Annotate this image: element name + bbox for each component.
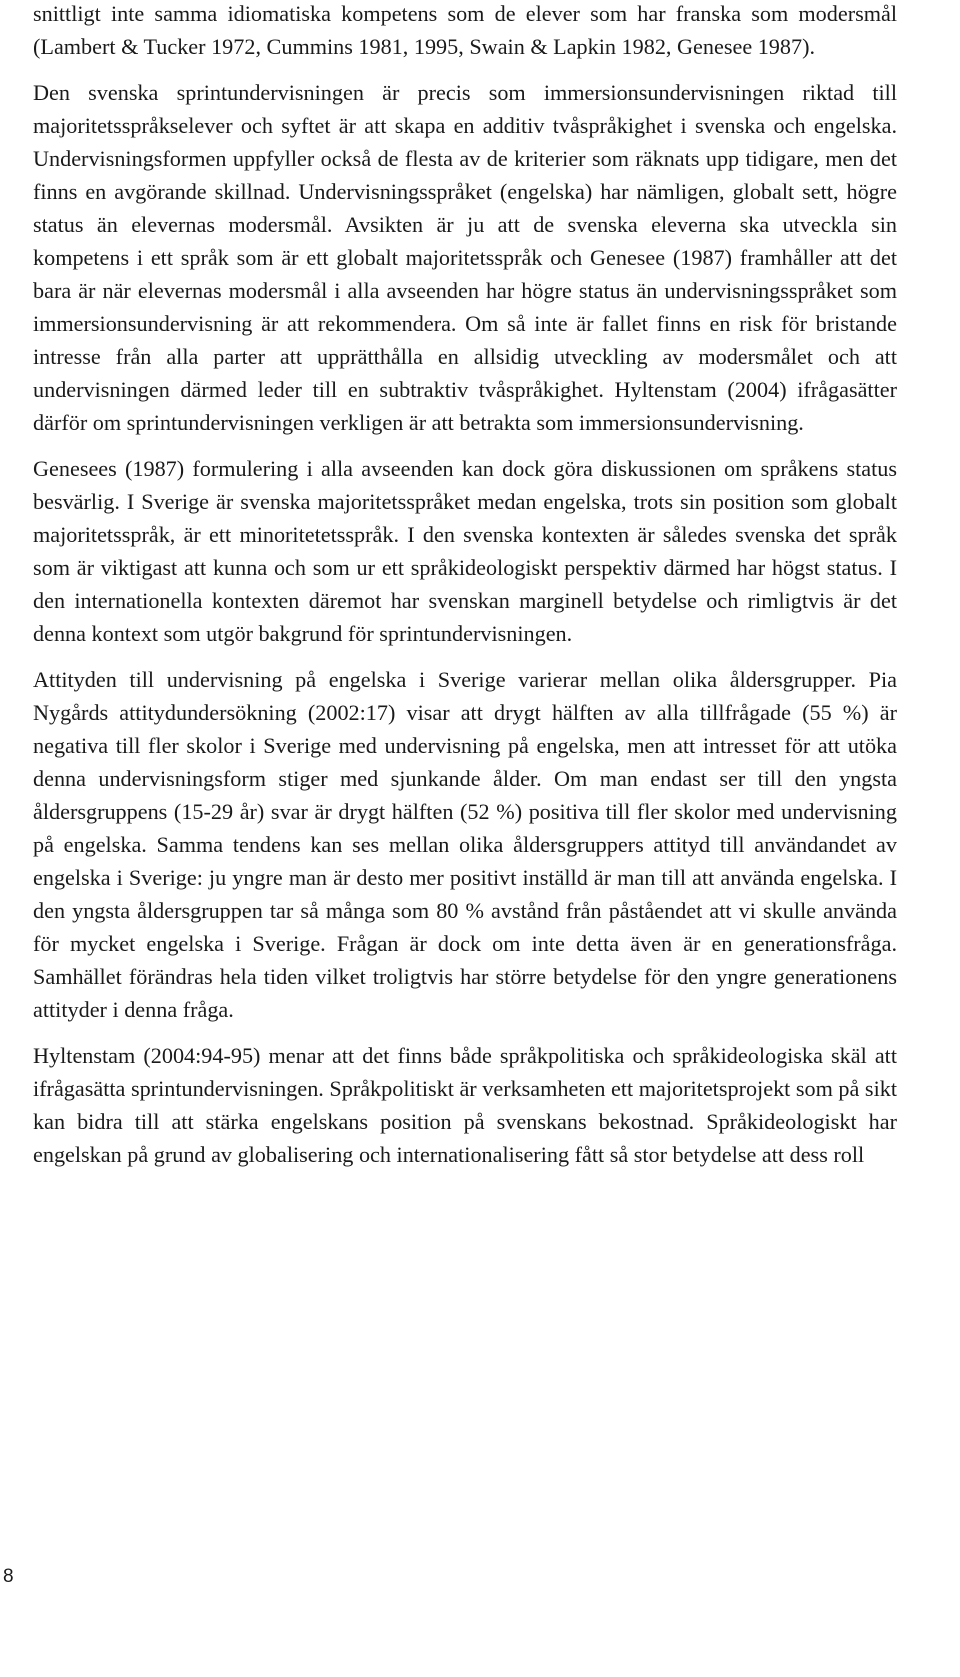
body-text — [33, 0, 897, 1171]
paragraph-2: Den svenska sprintundervisningen är precis som immersionsundervisningen riktad till majoritetsspråkselever och syftet är att skapa en additiv tvåspråkighet i svenska och engelska. Undervisningsformen uppfyller också de flesta av de kriterier som räknats upp tidigare, men det finns en avgörande skillnad. Undervisningsspråket (engelska) har nämligen, globalt sett, högre status än elevernas modersmål. Avsikten är ju att de svenska eleverna ska utveckla sin kompetens i ett språk som är ett globalt majoritetsspråk och Genesee (1987) framhåller att det bara är när elevernas modersmål i alla avseenden har högre status än undervisningsspråket som immersionsundervisning är att rekommendera. Om så inte är fallet finns en risk för bristande intresse från alla parter att upprätthålla en allsidig utveckling av modersmålet och att undervisningen därmed leder till en subtraktiv tvåspråkighet. Hyltenstam (2004) ifrågasätter därför om sprintundervisningen verkligen är att betrakta som immersionsundervisning. — [33, 80, 897, 435]
paragraph-5: Hyltenstam (2004:94-95) menar att det finns både språkpolitiska och språkideologiska skäl att ifrågasätta sprintundervisningen. Språkpolitiskt är verksamheten ett majoritetsprojekt som på sikt kan bidra till att stärka engelskans position på svenskans bekostnad. Språkideologiskt har engelskan på grund av globalisering och internationalisering fått så stor betydelse att dess roll — [33, 1043, 897, 1167]
page-number: 8 — [3, 1566, 14, 1587]
paragraph-1: snittligt inte samma idiomatiska kompetens som de elever som har franska som modersmål (Lambert & Tucker 1972, Cummins 1981, 1995, Swain & Lapkin 1982, Genesee 1987). — [33, 1, 897, 59]
paragraph-3: Genesees (1987) formulering i alla avseenden kan dock göra diskussionen om språkens status besvärlig. I Sverige är svenska majoritetsspråket medan engelska, trots sin position som globalt majoritetsspråk, är ett minoritetetsspråk. I den svenska kontexten är således svenska det språk som är viktigast att kunna och som ur ett språkideologiskt perspektiv därmed har högst status. I den internationella kontexten däremot har svenskan marginell betydelse och rimligtvis är det denna kontext som utgör bakgrund för sprintundervisningen. — [33, 456, 897, 646]
paragraph-4: Attityden till undervisning på engelska i Sverige varierar mellan olika åldersgrupper. Pia Nygårds attitydundersökning (2002:17) visar att drygt hälften av alla tillfrågade (55 %) är negativa till fler skolor i Sverige med undervisning på engelska, men att intresset för att utöka denna undervisningsform stiger med sjunkande ålder. Om man endast ser till den yngsta åldersgruppens (15-29 år) svar är drygt hälften (52 %) positiva till fler skolor med undervisning på engelska. Samma tendens kan ses mellan olika åldersgruppers attityd till användandet av engelska i Sverige: ju yngre man är desto mer positivt inställd är man till att använda engelska. I den yngsta åldersgruppen tar så många som 80 % avstånd från påståendet att vi skulle använda för mycket engelska i Sverige. Frågan är dock om inte detta även är en generationsfråga. Samhället förändras hela tiden vilket troligtvis har större betydelse för den yngre generationens attityder i denna fråga. — [33, 667, 897, 1022]
